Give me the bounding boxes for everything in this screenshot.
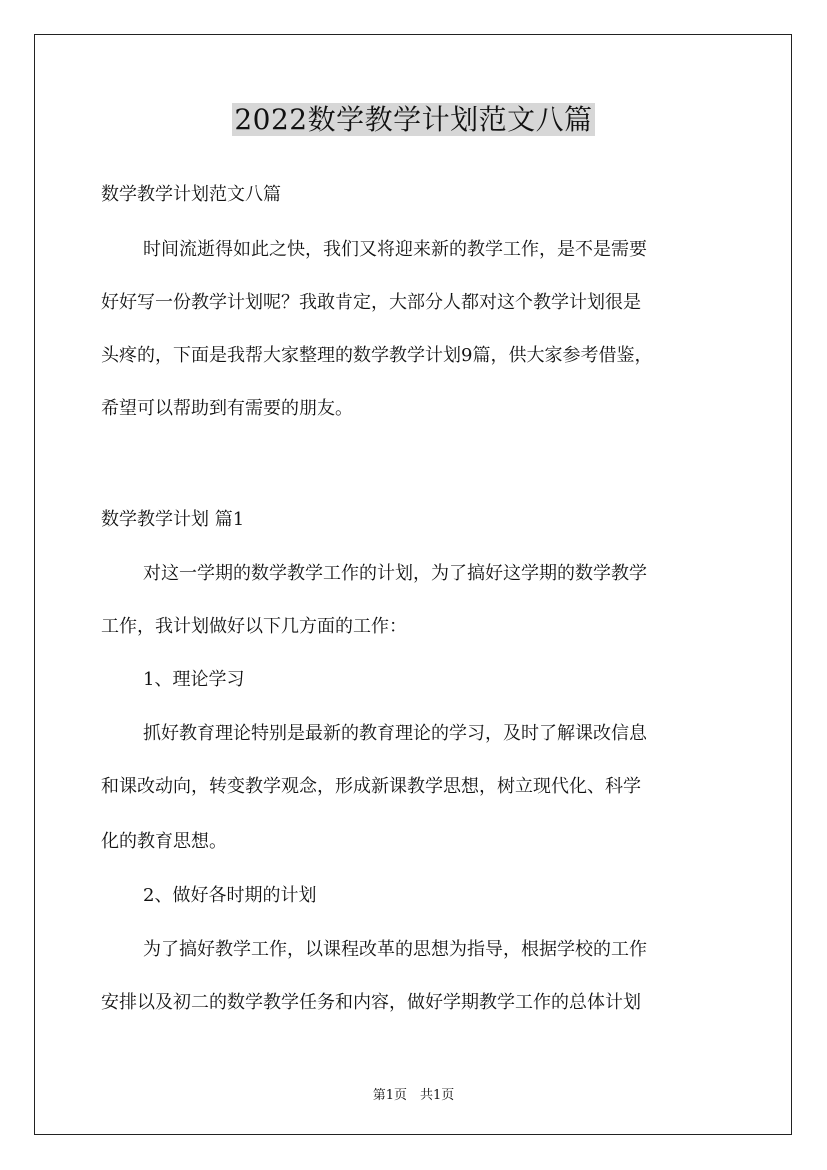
item2-heading: 2、做好各时期的计划 — [143, 885, 317, 906]
para1-line-2: 工作，我计划做好以下几方面的工作： — [101, 616, 407, 637]
document-title-text: 2022数学教学计划范文八篇 — [234, 103, 593, 136]
item1-heading: 1、理论学习 — [143, 669, 245, 690]
intro-line-4: 希望可以帮助到有需要的朋友。 — [101, 398, 353, 419]
para1-line-1: 对这一学期的数学教学工作的计划，为了搞好这学期的数学教学 — [143, 563, 647, 584]
page-number: 第1页 共1页 — [372, 1088, 455, 1103]
section-heading: 数学教学计划 篇1 — [101, 509, 245, 530]
item1-line-3: 化的教育思想。 — [101, 831, 227, 852]
item1-line-2: 和课改动向，转变教学观念，形成新课教学思想，树立现代化、科学 — [101, 776, 641, 797]
subtitle: 数学教学计划范文八篇 — [101, 184, 281, 205]
intro-line-1: 时间流逝得如此之快，我们又将迎来新的教学工作，是不是需要 — [143, 239, 647, 260]
item2-line-2: 安排以及初二的数学教学任务和内容，做好学期教学工作的总体计划 — [101, 992, 641, 1013]
intro-line-2: 好好写一份教学计划呢？我敢肯定，大部分人都对这个教学计划很是 — [101, 292, 641, 313]
document-title — [0, 100, 827, 140]
item1-line-1: 抓好教育理论特别是最新的教育理论的学习，及时了解课改信息 — [143, 723, 647, 744]
item2-line-1: 为了搞好教学工作，以课程改革的思想为指导，根据学校的工作 — [143, 939, 647, 960]
intro-line-3: 头疼的，下面是我帮大家整理的数学教学计划9篇，供大家参考借鉴， — [101, 345, 653, 366]
